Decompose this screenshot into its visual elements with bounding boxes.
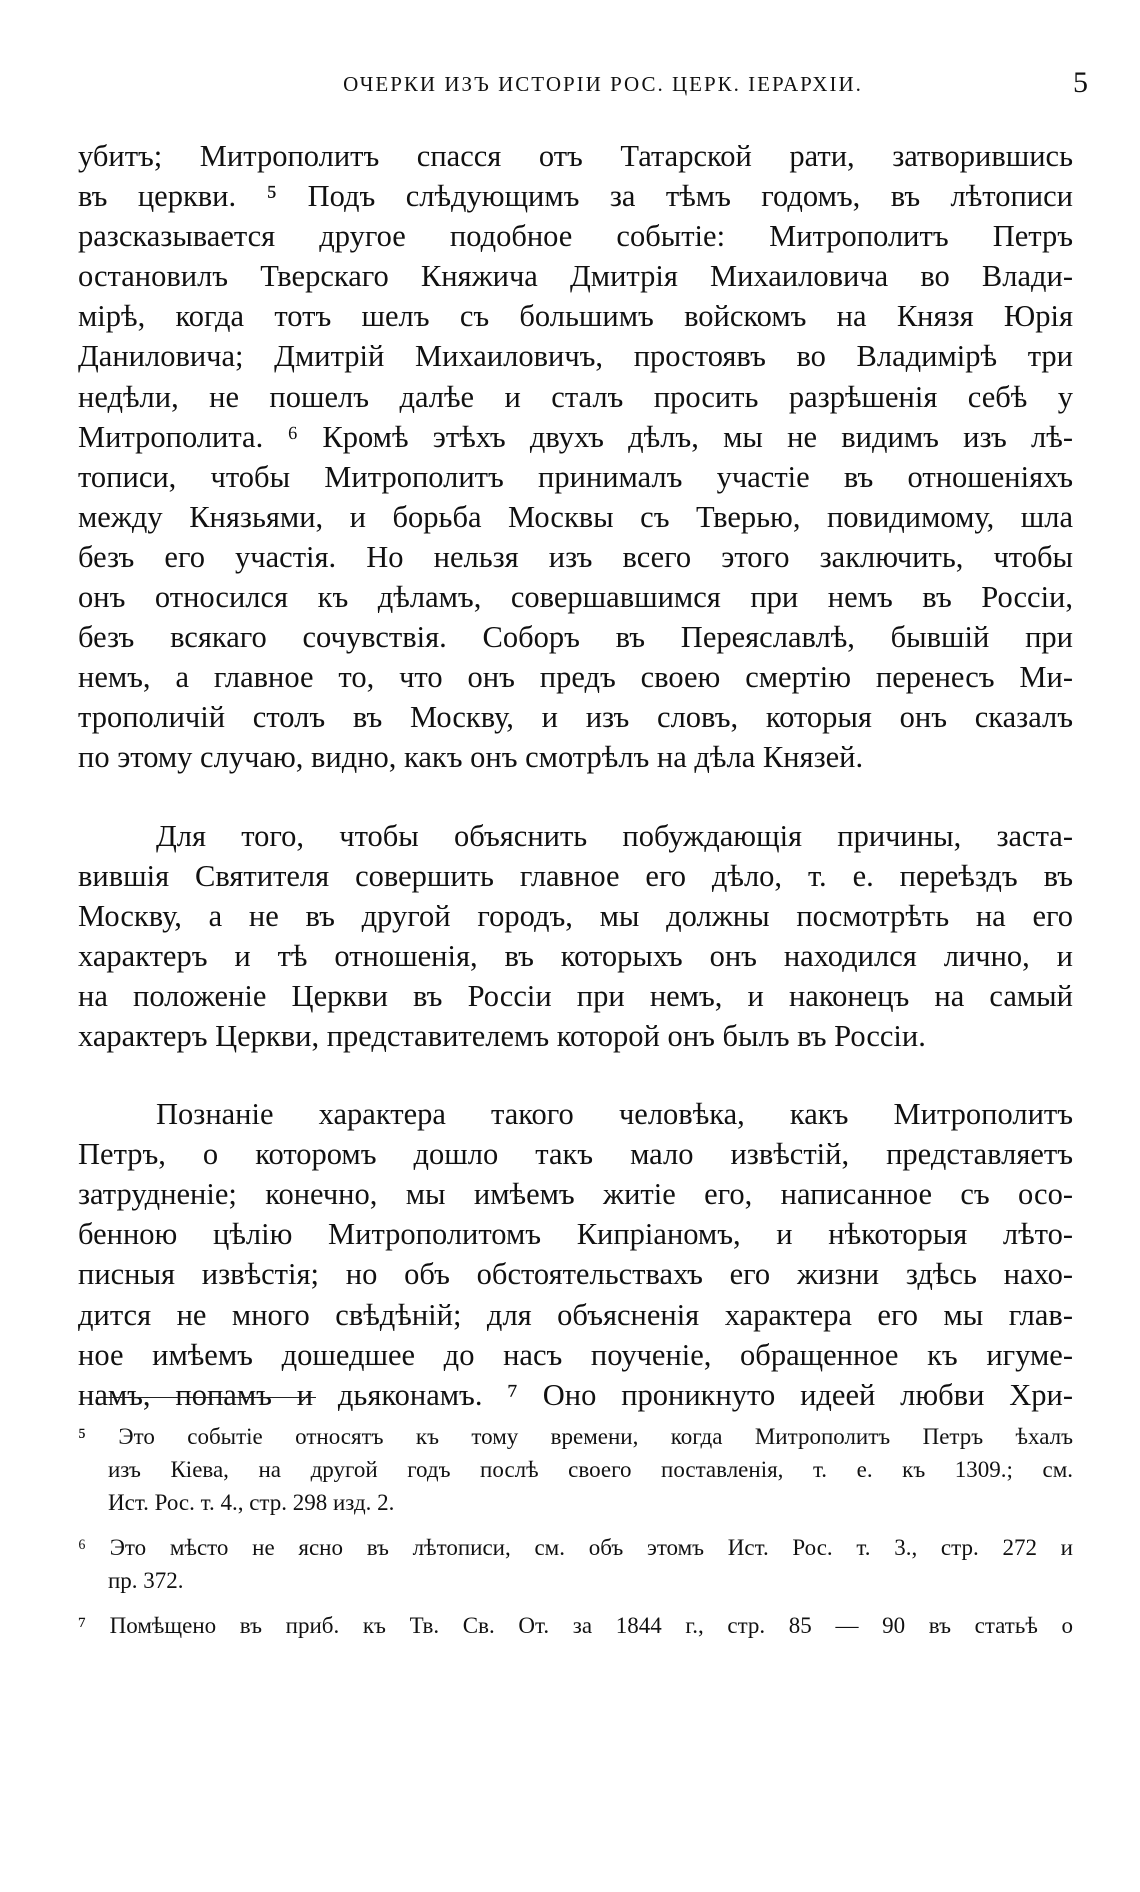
text-line: характеръ и тѣ отношенія, въ которыхъ онъ находился лично, и <box>78 938 1073 973</box>
text-line: онъ относился къ дѣламъ, совершавшимся при немъ въ Россіи, <box>78 580 1073 615</box>
paragraph-1 <box>78 136 1073 778</box>
footnote-5 <box>78 1420 1073 1519</box>
text-line: писныя извѣстія; но объ обстоятельствахъ его жизни здѣсь нахо- <box>78 1257 1073 1292</box>
text-line: безъ всякаго сочувствія. Соборъ въ Переяславлѣ, бывшій при <box>78 620 1073 655</box>
text-line: затрудненіе; конечно, мы имѣемъ житіе его, написанное съ осо- <box>78 1177 1073 1212</box>
text-line: Познаніе характера такого человѣка, какъ Митрополитъ <box>156 1097 1073 1132</box>
text-line: Даниловича; Дмитрій Михаиловичъ, простоявъ во Владимірѣ три <box>78 339 1073 374</box>
text-line: въ церкви. ⁵ Подъ слѣдующимъ за тѣмъ годомъ, въ лѣтописи <box>78 179 1073 214</box>
text-line: Москву, а не въ другой городъ, мы должны посмотрѣть на его <box>78 898 1073 933</box>
footnote-line: изъ Кіева, на другой годъ послѣ своего поставленія, т. е. къ 1309.; см. <box>108 1457 1073 1482</box>
text-line: вившія Святителя совершить главное его дѣло, т. е. переѣздъ въ <box>78 858 1073 893</box>
text-line: разсказывается другое подобное событіе: Митрополитъ Петръ <box>78 219 1073 254</box>
text-line: между Князьями, и борьба Москвы съ Тверью, повидимому, шла <box>78 499 1073 534</box>
text-line: бенною цѣлію Митрополитомъ Кипріаномъ, и нѣкоторыя лѣто- <box>78 1217 1073 1252</box>
page-header <box>78 66 1088 106</box>
text-line: немъ, а главное то, что онъ предъ своею смертію перенесъ Ми- <box>78 660 1073 695</box>
text-line: намъ, попамъ и дьяконамъ. ⁷ Оно проникнуто идеей любви Хри- <box>78 1377 1073 1412</box>
text-line: мірѣ, когда тотъ шелъ съ большимъ войскомъ на Князя Юрія <box>78 299 1073 334</box>
paragraph-2 <box>78 816 1073 1057</box>
footnote-line: ⁵ Это событіе относятъ къ тому времени, когда Митрополитъ Петръ ѣхалъ <box>78 1424 1073 1449</box>
text-line: ное имѣемъ дошедшее до насъ поученіе, обращенное къ игуме- <box>78 1337 1073 1372</box>
footnote-divider <box>96 1397 316 1398</box>
text-line: тописи, чтобы Митрополитъ принималъ участіе въ отношеніяхъ <box>78 459 1073 494</box>
text-line: характеръ Церкви, представителемъ которой онъ былъ въ Россіи. <box>78 1018 926 1053</box>
page-number: 5 <box>1073 66 1088 99</box>
text-line: Для того, чтобы объяснить побуждающія причины, заста- <box>156 818 1073 853</box>
text-line: по этому случаю, видно, какъ онъ смотрѣлъ на дѣла Князей. <box>78 740 864 775</box>
running-head: ОЧЕРКИ ИЗЪ ИСТОРІИ РОС. ЦЕРК. ІЕРАРХІИ. <box>343 72 863 96</box>
footnote-line: ⁷ Помѣщено въ приб. къ Тв. Св. От. за 1844 г., стр. 85 — 90 въ статьѣ о <box>78 1613 1073 1638</box>
text-line: безъ его участія. Но нельзя изъ всего этого заключить, чтобы <box>78 539 1073 574</box>
paragraph-3 <box>78 1094 1073 1415</box>
footnote-line: пр. 372. <box>108 1568 184 1593</box>
footnotes <box>78 1420 1073 1654</box>
text-line: Митрополита. ⁶ Кромѣ этѣхъ двухъ дѣлъ, мы не видимъ изъ лѣ- <box>78 419 1073 454</box>
text-line: убитъ; Митрополитъ спасся отъ Татарской рати, затворившись <box>78 139 1073 173</box>
text-line: трополичій столъ въ Москву, и изъ словъ, которыя онъ сказалъ <box>78 700 1073 735</box>
footnote-line: ⁶ Это мѣсто не ясно въ лѣтописи, см. объ этомъ Ист. Рос. т. 3., стр. 272 и <box>78 1535 1073 1560</box>
footnote-6 <box>78 1531 1073 1597</box>
text-line: на положеніе Церкви въ Россіи при немъ, и наконецъ на самый <box>78 978 1073 1013</box>
footnote-7 <box>78 1609 1073 1642</box>
text-line: дится не много свѣдѣній; для объясненія характера его мы глав- <box>78 1297 1073 1332</box>
body-text <box>78 136 1073 1415</box>
text-line: остановилъ Тверскаго Княжича Дмитрія Михаиловича во Влади- <box>78 259 1073 294</box>
text-line: Петръ, о которомъ дошло такъ мало извѣстій, представляетъ <box>78 1137 1073 1172</box>
footnote-line: Ист. Рос. т. 4., стр. 298 изд. 2. <box>108 1490 395 1515</box>
text-line: недѣли, не пошелъ далѣе и сталъ просить разрѣшенія себѣ у <box>78 379 1073 414</box>
